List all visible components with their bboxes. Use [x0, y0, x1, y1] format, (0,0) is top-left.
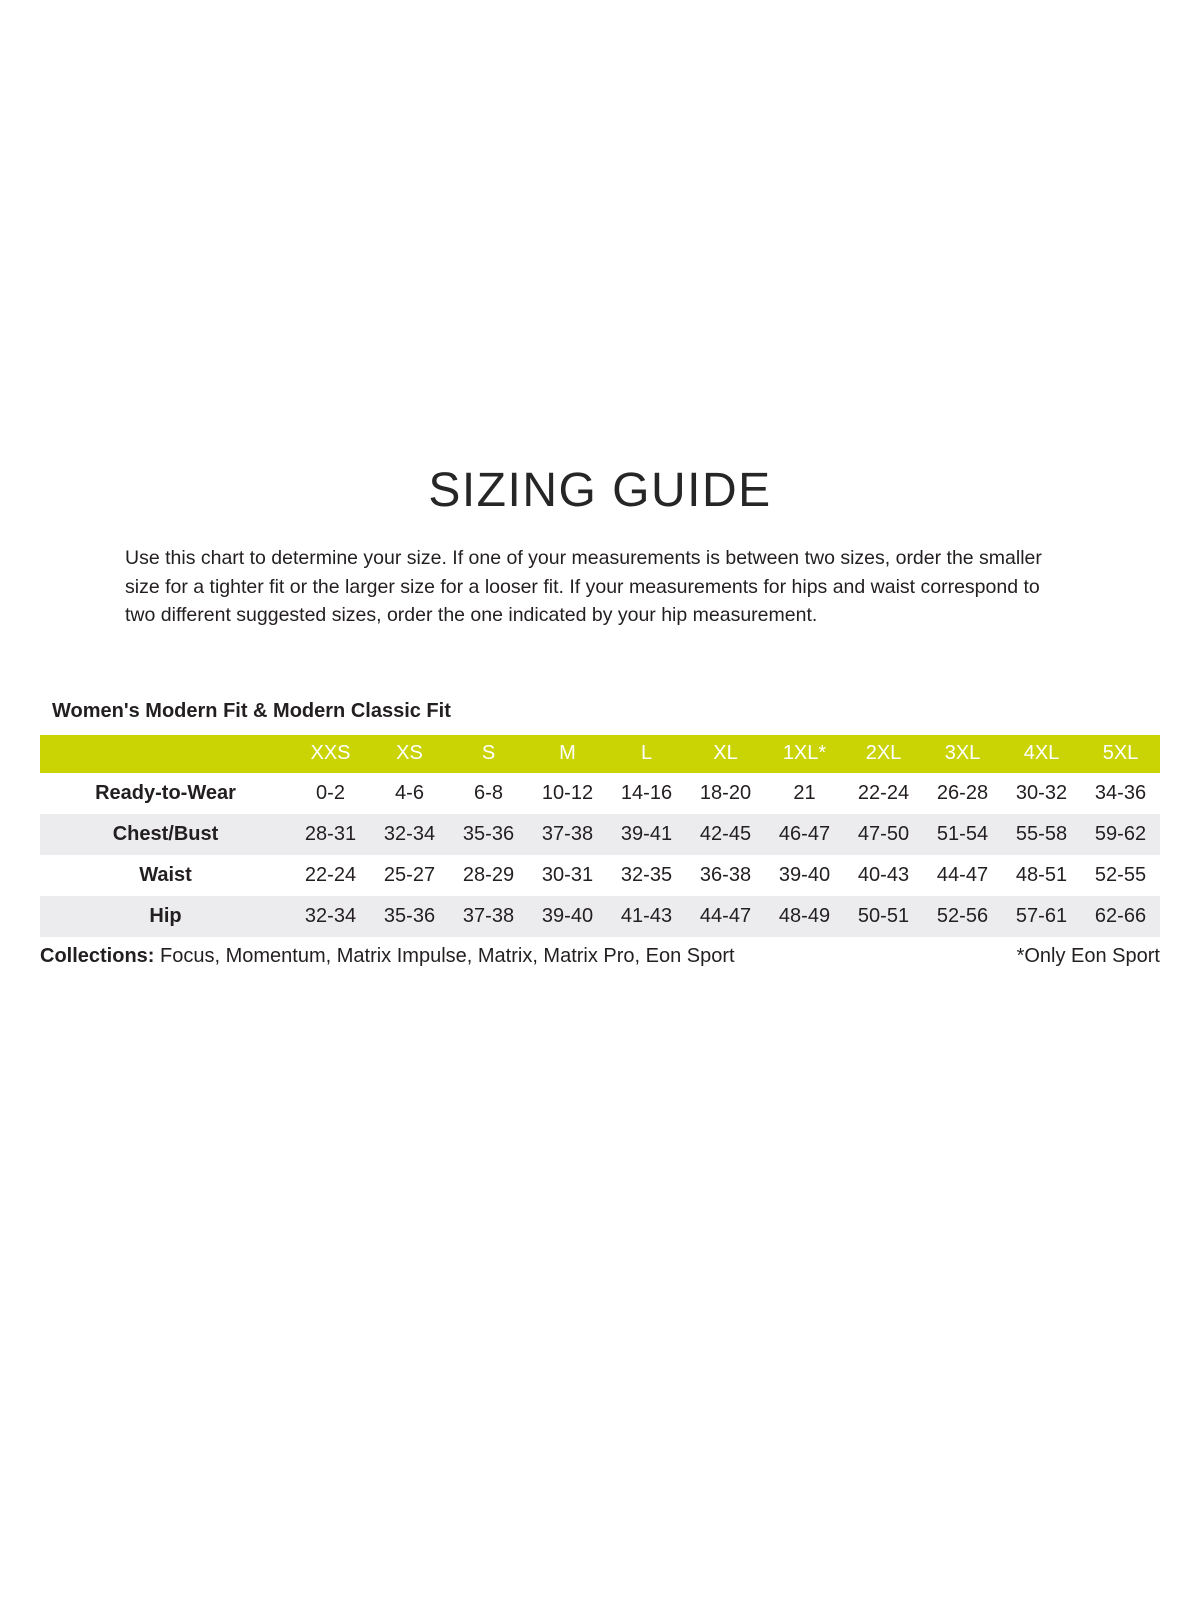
table-row-hip: [40, 896, 1160, 937]
size-cell: 52-55: [1094, 863, 1147, 886]
size-cell: 36-38: [699, 863, 752, 886]
size-cell: 44-47: [699, 904, 752, 927]
size-cell: 48-49: [778, 904, 831, 927]
size-cell: 34-36: [1094, 781, 1147, 804]
size-col-header-m: M: [559, 742, 576, 764]
size-cell: 47-50: [857, 822, 910, 845]
size-col-header-xs: XS: [396, 742, 423, 764]
size-col-header-1xl: 1XL*: [782, 742, 827, 764]
size-cell: 39-41: [620, 822, 673, 845]
size-cell: 35-36: [462, 822, 515, 845]
size-cell: 50-51: [857, 904, 910, 927]
size-cell: 37-38: [462, 904, 515, 927]
size-col-header-2xl: 2XL: [865, 742, 902, 764]
size-cell: 30-31: [541, 863, 594, 886]
size-cell: 18-20: [699, 781, 752, 804]
size-cell: 40-43: [857, 863, 910, 886]
row-label: Chest/Bust: [112, 822, 219, 845]
size-cell: 51-54: [936, 822, 989, 845]
size-cell: 39-40: [778, 863, 831, 886]
row-label: Hip: [149, 904, 182, 927]
size-cell: 52-56: [936, 904, 989, 927]
size-cell: 39-40: [541, 904, 594, 927]
size-cell: 46-47: [778, 822, 831, 845]
size-cell: 14-16: [620, 781, 673, 804]
size-cell: 32-34: [304, 904, 357, 927]
table-row-ready-to-wear: [40, 773, 1160, 814]
size-cell: 41-43: [620, 904, 673, 927]
size-table: [40, 735, 1160, 937]
size-cell: 4-6: [395, 781, 424, 804]
size-cell: 62-66: [1094, 904, 1147, 927]
collections-line: [40, 945, 735, 968]
footnote: *Only Eon Sport: [1016, 944, 1160, 967]
size-cell: 28-31: [304, 822, 357, 845]
collections-list: Focus, Momentum, Matrix Impulse, Matrix, Matrix Pro, Eon Sport: [154, 944, 735, 967]
size-cell: 32-34: [383, 822, 436, 845]
table-footer: [40, 945, 1160, 968]
table-row-waist: [40, 855, 1160, 896]
section-heading: Women's Modern Fit & Modern Classic Fit: [52, 699, 451, 722]
size-cell: 0-2: [316, 781, 345, 804]
collections-label: Collections:: [40, 944, 155, 967]
size-cell: 35-36: [383, 904, 436, 927]
size-cell: 48-51: [1015, 863, 1068, 886]
page-title: SIZING GUIDE: [428, 464, 772, 517]
size-cell: 32-35: [620, 863, 673, 886]
row-label: Ready-to-Wear: [95, 781, 236, 804]
size-cell: 44-47: [936, 863, 989, 886]
size-cell: 22-24: [304, 863, 357, 886]
size-cell: 28-29: [462, 863, 515, 886]
intro-paragraph: Use this chart to determine your size. If one of your measurements is between two sizes, order the smaller size for a tighter fit or the larger size for a looser fit. If your measurements for hips and waist correspond to two different suggested sizes, order the one indicated by your hip measurement.: [125, 547, 1042, 626]
size-cell: 57-61: [1015, 904, 1068, 927]
size-cell: 30-32: [1015, 781, 1068, 804]
size-cell: 42-45: [699, 822, 752, 845]
size-table-header-row: [40, 735, 1160, 773]
size-col-header-4xl: 4XL: [1023, 742, 1060, 764]
size-cell: 6-8: [474, 781, 503, 804]
size-col-header-xl: XL: [713, 742, 738, 764]
size-col-header-5xl: 5XL: [1102, 742, 1139, 764]
size-cell: 10-12: [541, 781, 594, 804]
table-row-chest-bust: [40, 814, 1160, 855]
size-cell: 21: [793, 781, 816, 804]
size-col-header-3xl: 3XL: [944, 742, 981, 764]
size-col-header-xxs: XXS: [310, 742, 351, 764]
size-cell: 59-62: [1094, 822, 1147, 845]
size-col-header-l: L: [640, 742, 653, 764]
size-cell: 55-58: [1015, 822, 1068, 845]
size-cell: 37-38: [541, 822, 594, 845]
size-cell: 26-28: [936, 781, 989, 804]
size-cell: 25-27: [383, 863, 436, 886]
size-col-header-s: S: [481, 742, 496, 764]
row-label: Waist: [139, 863, 192, 886]
size-cell: 22-24: [857, 781, 910, 804]
